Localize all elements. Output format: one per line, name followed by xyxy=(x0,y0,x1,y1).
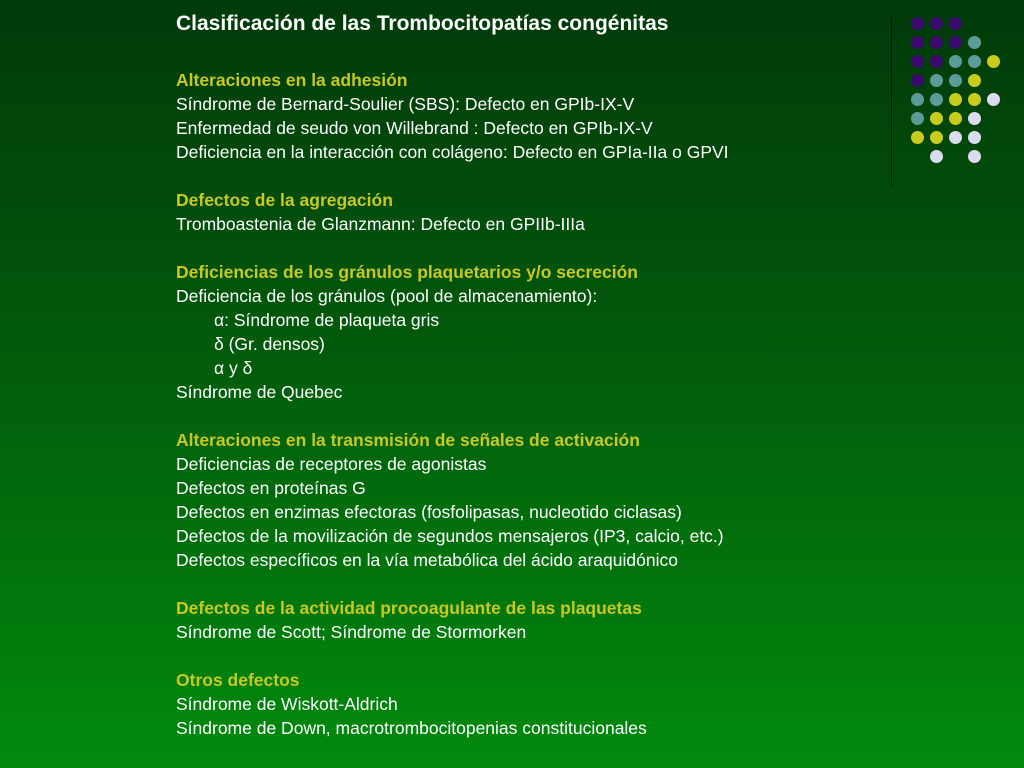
decorative-dot-grid xyxy=(911,17,1011,177)
section-line: Deficiencia de los gránulos (pool de almacenamiento): xyxy=(176,286,598,306)
decorative-dot xyxy=(949,17,962,30)
decorative-dot xyxy=(949,74,962,87)
slide-title: Clasificación de las Trombocitopatías congénitas xyxy=(176,12,669,35)
decorative-dot xyxy=(968,74,981,87)
section-senales xyxy=(176,428,876,572)
decorative-dot xyxy=(930,112,943,125)
section-line: Síndrome de Bernard-Soulier (SBS): Defecto en GPIb-IX-V xyxy=(176,94,635,114)
section-line: Defectos en proteínas G xyxy=(176,478,366,498)
vertical-divider xyxy=(891,17,892,187)
decorative-dot xyxy=(968,93,981,106)
decorative-dot xyxy=(930,55,943,68)
section-line: Síndrome de Quebec xyxy=(176,382,343,402)
section-procoagulante xyxy=(176,596,876,644)
decorative-dot xyxy=(911,112,924,125)
section-heading: Deficiencias de los gránulos plaquetarios y/o secreción xyxy=(176,262,638,282)
decorative-dot xyxy=(968,131,981,144)
section-line: Defectos específicos en la vía metabólica del ácido araquidónico xyxy=(176,550,678,570)
section-heading: Alteraciones en la adhesión xyxy=(176,70,408,90)
decorative-dot xyxy=(949,55,962,68)
decorative-dot xyxy=(987,55,1000,68)
decorative-dot xyxy=(911,93,924,106)
decorative-dot xyxy=(968,55,981,68)
decorative-dot xyxy=(911,36,924,49)
section-agregacion xyxy=(176,188,876,236)
decorative-dot xyxy=(949,93,962,106)
decorative-dot xyxy=(930,74,943,87)
decorative-dot xyxy=(968,36,981,49)
decorative-dot xyxy=(949,112,962,125)
decorative-dot xyxy=(930,93,943,106)
section-line: Defectos de la movilización de segundos mensajeros (IP3, calcio, etc.) xyxy=(176,526,724,546)
section-line: Enfermedad de seudo von Willebrand : Defecto en GPIb-IX-V xyxy=(176,118,653,138)
section-subline: α y δ xyxy=(214,358,253,378)
decorative-dot xyxy=(930,17,943,30)
decorative-dot xyxy=(911,131,924,144)
section-line: Deficiencias de receptores de agonistas xyxy=(176,454,487,474)
section-line: Síndrome de Scott; Síndrome de Stormorken xyxy=(176,622,527,642)
section-granulos xyxy=(176,260,876,404)
section-heading: Defectos de la actividad procoagulante de las plaquetas xyxy=(176,598,642,618)
decorative-dot xyxy=(968,150,981,163)
slide-content xyxy=(176,68,876,764)
section-line: Deficiencia en la interacción con colágeno: Defecto en GPIa-IIa o GPVI xyxy=(176,142,729,162)
section-line: Tromboastenia de Glanzmann: Defecto en GPIIb-IIIa xyxy=(176,214,585,234)
decorative-dot xyxy=(968,112,981,125)
section-otros xyxy=(176,668,876,740)
decorative-dot xyxy=(911,74,924,87)
section-heading: Otros defectos xyxy=(176,670,300,690)
decorative-dot xyxy=(911,17,924,30)
section-subline: α: Síndrome de plaqueta gris xyxy=(214,310,440,330)
section-heading: Alteraciones en la transmisión de señales de activación xyxy=(176,430,640,450)
decorative-dot xyxy=(987,93,1000,106)
section-adhesion xyxy=(176,68,876,164)
section-heading: Defectos de la agregación xyxy=(176,190,393,210)
decorative-dot xyxy=(949,131,962,144)
decorative-dot xyxy=(930,36,943,49)
decorative-dot xyxy=(949,36,962,49)
decorative-dot xyxy=(911,55,924,68)
section-line: Defectos en enzimas efectoras (fosfolipasas, nucleotido ciclasas) xyxy=(176,502,682,522)
decorative-dot xyxy=(930,150,943,163)
section-line: Síndrome de Wiskott-Aldrich xyxy=(176,694,398,714)
decorative-dot xyxy=(930,131,943,144)
section-subline: δ (Gr. densos) xyxy=(214,334,325,354)
section-line: Síndrome de Down, macrotrombocitopenias constitucionales xyxy=(176,718,647,738)
